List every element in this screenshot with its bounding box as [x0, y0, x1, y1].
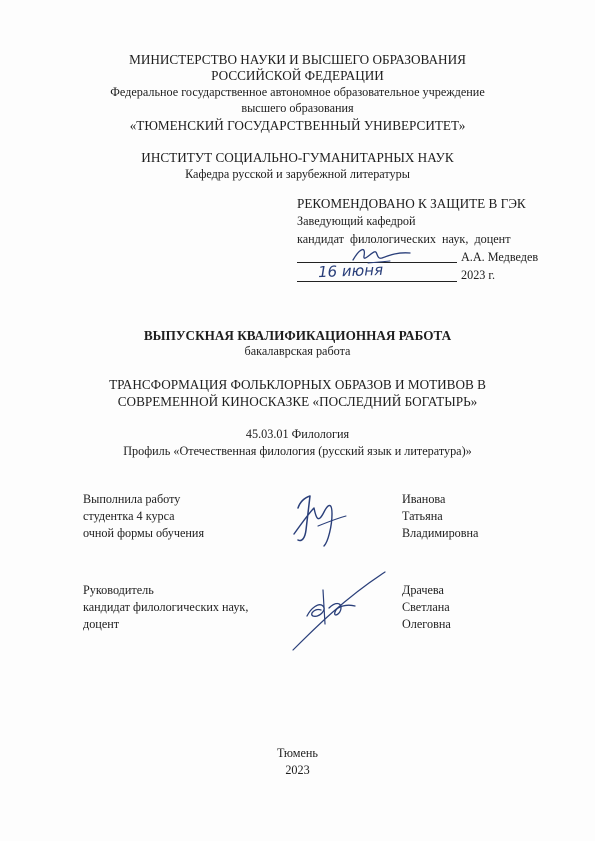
- work-type: ВЫПУСКНАЯ КВАЛИФИКАЦИОННАЯ РАБОТА: [143, 328, 452, 343]
- work-title-line-1: ТРАНСФОРМАЦИЯ ФОЛЬКЛОРНЫХ ОБРАЗОВ И МОТИВОВ В: [109, 377, 486, 392]
- supervisor-name: Светлана: [402, 600, 450, 614]
- speciality-code: 45.03.01 Филология: [245, 427, 350, 441]
- supervisor-label-1: Руководитель: [83, 583, 154, 597]
- student-patronymic: Владимировна: [402, 526, 479, 540]
- approval-head-name: А.А. Медведев: [461, 250, 539, 264]
- student-label-2: студентка 4 курса: [83, 509, 175, 523]
- approval-role: Заведующий кафедрой: [297, 214, 416, 228]
- approval-year: 2023 г.: [461, 268, 496, 282]
- approval-degree: кандидат филологических наук, доцент: [297, 232, 511, 246]
- supervisor-patronymic: Олеговна: [402, 617, 451, 631]
- supervisor-signature: [285, 568, 395, 658]
- institution-line-1: Федеральное государственное автономное образовательное учреждение: [110, 85, 485, 99]
- supervisor-label-3: доцент: [83, 617, 120, 631]
- footer-city: Тюмень: [277, 746, 318, 760]
- ministry-line-1: МИНИСТЕРСТВО НАУКИ И ВЫСШЕГО ОБРАЗОВАНИЯ: [129, 52, 466, 67]
- student-label-1: Выполнила работу: [83, 492, 181, 506]
- date-line: [297, 281, 457, 282]
- supervisor-surname: Драчева: [402, 583, 444, 597]
- institution-line-2: высшего образования: [241, 101, 354, 115]
- work-title-line-2: СОВРЕМЕННОЙ КИНОСКАЗКЕ «ПОСЛЕДНИЙ БОГАТЫРЬ»: [117, 394, 478, 409]
- university-name: «ТЮМЕНСКИЙ ГОСУДАРСТВЕННЫЙ УНИВЕРСИТЕТ»: [129, 118, 466, 133]
- student-name: Татьяна: [402, 509, 443, 523]
- approval-title: РЕКОМЕНДОВАНО К ЗАЩИТЕ В ГЭК: [297, 196, 526, 211]
- institute-name: ИНСТИТУТ СОЦИАЛЬНО-ГУМАНИТАРНЫХ НАУК: [141, 150, 454, 165]
- supervisor-label-2: кандидат филологических наук,: [83, 600, 249, 614]
- student-signature: [288, 490, 358, 550]
- handwritten-date: 16 июня: [317, 260, 384, 282]
- student-label-3: очной формы обучения: [83, 526, 205, 540]
- ministry-line-2: РОССИЙСКОЙ ФЕДЕРАЦИИ: [211, 68, 384, 83]
- student-surname: Иванова: [402, 492, 446, 506]
- department-name: Кафедра русской и зарубежной литературы: [185, 167, 410, 181]
- work-subtype: бакалаврская работа: [244, 344, 351, 358]
- footer-year: 2023: [285, 763, 310, 777]
- profile: Профиль «Отечественная филология (русский язык и литература)»: [123, 444, 472, 458]
